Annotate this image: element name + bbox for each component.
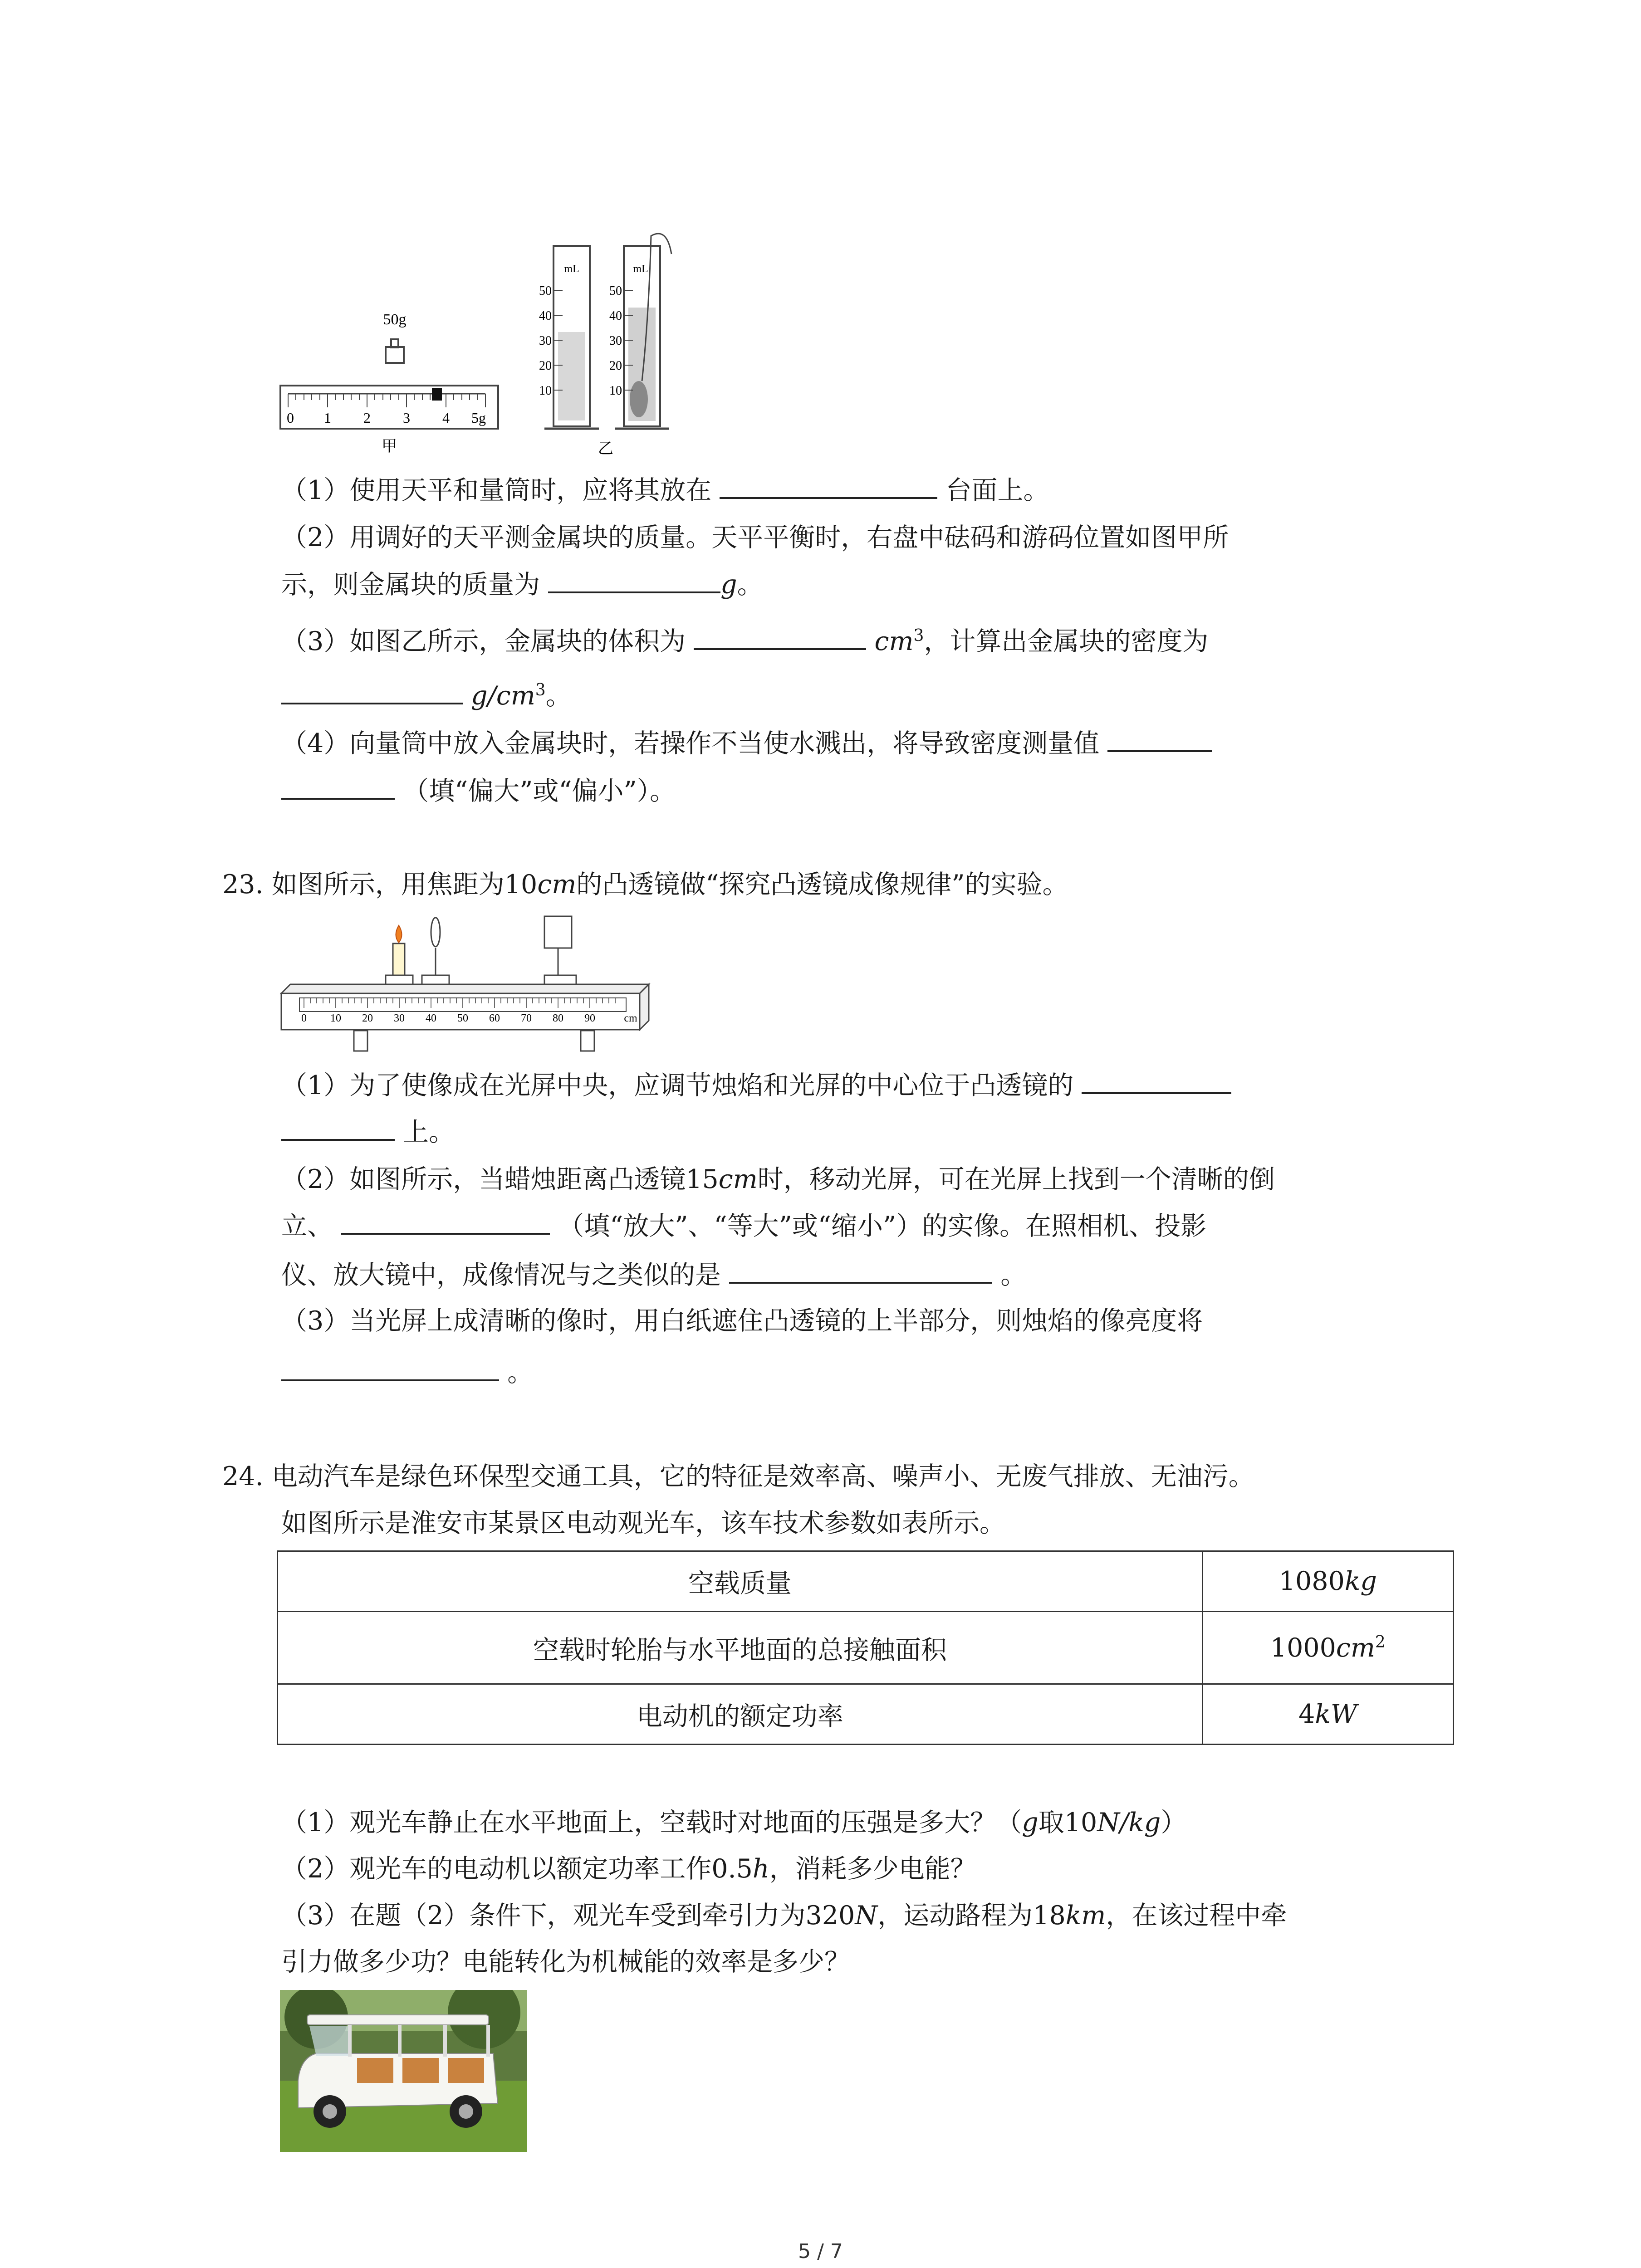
- q22-line-1: （1）使用天平和量筒时，应将其放在 台面上。: [281, 472, 1049, 508]
- answer-blank[interactable]: [720, 472, 937, 499]
- caption-yi: 乙: [598, 440, 613, 458]
- convex-lens: [422, 918, 449, 984]
- q22-line-5: $g/cm^3$。: [281, 672, 572, 714]
- parameter-table: [277, 1550, 1454, 1745]
- table-cell-value: 4kW: [1202, 1684, 1453, 1745]
- q22-line-7: （填“偏大”或“偏小”）。: [281, 772, 676, 809]
- cylinder-tick: 40: [539, 309, 552, 323]
- answer-blank[interactable]: [729, 1256, 992, 1284]
- cylinder-tick: 50: [609, 284, 622, 298]
- cylinder-tick: 30: [539, 334, 552, 348]
- q23-stem: 23. 如图所示，用焦距为10cm的凸透镜做“探究凸透镜成像规律”的实验。: [222, 870, 1068, 899]
- page-number: 5 / 7: [798, 2240, 843, 2263]
- q23-line-7: 。: [281, 1354, 533, 1391]
- weight-50g: [386, 339, 404, 363]
- cylinder-tick: 40: [609, 309, 622, 323]
- bench-tick: 40: [426, 1012, 436, 1024]
- scale-tick: 2: [363, 410, 371, 426]
- q22-line-6: （4）向量筒中放入金属块时，若操作不当使水溅出，将导致密度测量值: [281, 725, 1212, 762]
- table-cell-value: $1000cm^2$: [1202, 1612, 1453, 1684]
- table-row: [278, 1612, 1454, 1684]
- cylinder-tick: 30: [609, 334, 622, 348]
- table-cell-value: 1080kg: [1202, 1551, 1453, 1612]
- answer-blank[interactable]: [281, 772, 395, 800]
- answer-blank[interactable]: [281, 677, 463, 704]
- table-cell-label: 空载时轮胎与水平地面的总接触面积: [278, 1612, 1203, 1684]
- bench-tick: 90: [584, 1012, 595, 1024]
- bench-tick: 50: [457, 1012, 468, 1024]
- bench-tick: 10: [330, 1012, 341, 1024]
- answer-blank[interactable]: [694, 623, 866, 650]
- scale-tick: 5g: [471, 410, 486, 426]
- answer-blank[interactable]: [281, 1114, 395, 1141]
- table-row: [278, 1684, 1454, 1745]
- bench-tick: 70: [521, 1012, 532, 1024]
- q22-line-4: （3）如图乙所示，金属块的体积为 $cm^3$，计算出金属块的密度为: [281, 618, 1208, 660]
- answer-blank[interactable]: [548, 566, 720, 593]
- q23-line-6: （3）当光屏上成清晰的像时，用白纸遮住凸透镜的上半部分，则烛焰的像亮度将: [281, 1306, 1203, 1336]
- bench-tick: 60: [489, 1012, 500, 1024]
- figure-balance-and-cylinders: [272, 227, 726, 463]
- q24-stem-1: 24. 电动汽车是绿色环保型交通工具，它的特征是效率高、噪声小、无废气排放、无油污。: [222, 1461, 1254, 1491]
- candle: [386, 925, 413, 984]
- q24-sub-4: 引力做多少功？电能转化为机械能的效率是多少？: [281, 1947, 850, 1977]
- q23-line-2: 上。: [281, 1114, 455, 1150]
- answer-blank[interactable]: [281, 1354, 499, 1381]
- scale-tick: 0: [287, 410, 294, 426]
- q24-stem-2: 如图所示是淮安市某景区电动观光车，该车技术参数如表所示。: [281, 1508, 1005, 1538]
- caption-jia: 甲: [382, 437, 397, 455]
- q23-line-5: 仪、放大镜中，成像情况与之类似的是 。: [281, 1256, 1026, 1293]
- q22-line-3: 示，则金属块的质量为 g。: [281, 566, 763, 603]
- bench-tick: 30: [394, 1012, 405, 1024]
- q24-sub-3: （3）在题（2）条件下，观光车受到牵引力为320N，运动路程为18km，在该过程中牵: [281, 1901, 1287, 1931]
- table-cell-label: 空载质量: [278, 1551, 1203, 1612]
- q23-line-4: 立、 （填“放大”、“等大”或“缩小”）的实像。在照相机、投影: [281, 1207, 1206, 1244]
- q23-line-1: （1）为了使像成在光屏中央，应调节烛焰和光屏的中心位于凸透镜的: [281, 1067, 1231, 1104]
- q24-sub-2: （2）观光车的电动机以额定功率工作0.5h，消耗多少电能？: [281, 1854, 976, 1884]
- cylinder-unit: mL: [564, 263, 579, 275]
- cylinder-unit: mL: [633, 263, 648, 275]
- answer-blank[interactable]: [341, 1207, 550, 1235]
- cylinder-tick: 10: [539, 384, 552, 398]
- q22-line-2: （2）用调好的天平测金属块的质量。天平平衡时，右盘中砝码和游码位置如图甲所: [281, 523, 1229, 552]
- scale-tick: 4: [442, 410, 450, 426]
- bench-tick: 20: [362, 1012, 373, 1024]
- answer-blank[interactable]: [1082, 1067, 1231, 1094]
- answer-blank[interactable]: [1107, 725, 1212, 752]
- table-cell-label: 电动机的额定功率: [278, 1684, 1203, 1745]
- cylinder-tick: 50: [539, 284, 552, 298]
- bench-tick: 0: [301, 1012, 307, 1024]
- bench-unit: cm: [624, 1012, 637, 1024]
- car-image: [280, 1990, 527, 2152]
- cylinder-tick: 20: [609, 359, 622, 373]
- cylinder-tick: 20: [539, 359, 552, 373]
- light-screen: [544, 916, 576, 984]
- rider-scale: [280, 386, 498, 429]
- q24-sub-1: （1）观光车静止在水平地面上，空载时对地面的压强是多大？（g取10N/kg）: [281, 1808, 1187, 1838]
- scale-tick: 1: [324, 410, 331, 426]
- sightseeing-car-photo: [280, 1990, 527, 2152]
- scale-tick: 3: [403, 410, 410, 426]
- figure-optical-bench: [272, 912, 653, 1061]
- table-row: [278, 1551, 1454, 1612]
- q23-line-3: （2）如图所示，当蜡烛距离凸透镜15cm时，移动光屏，可在光屏上找到一个清晰的倒: [281, 1164, 1275, 1194]
- bench-tick: 80: [553, 1012, 563, 1024]
- weight-label: 50g: [383, 311, 407, 328]
- cylinder-tick: 10: [609, 384, 622, 398]
